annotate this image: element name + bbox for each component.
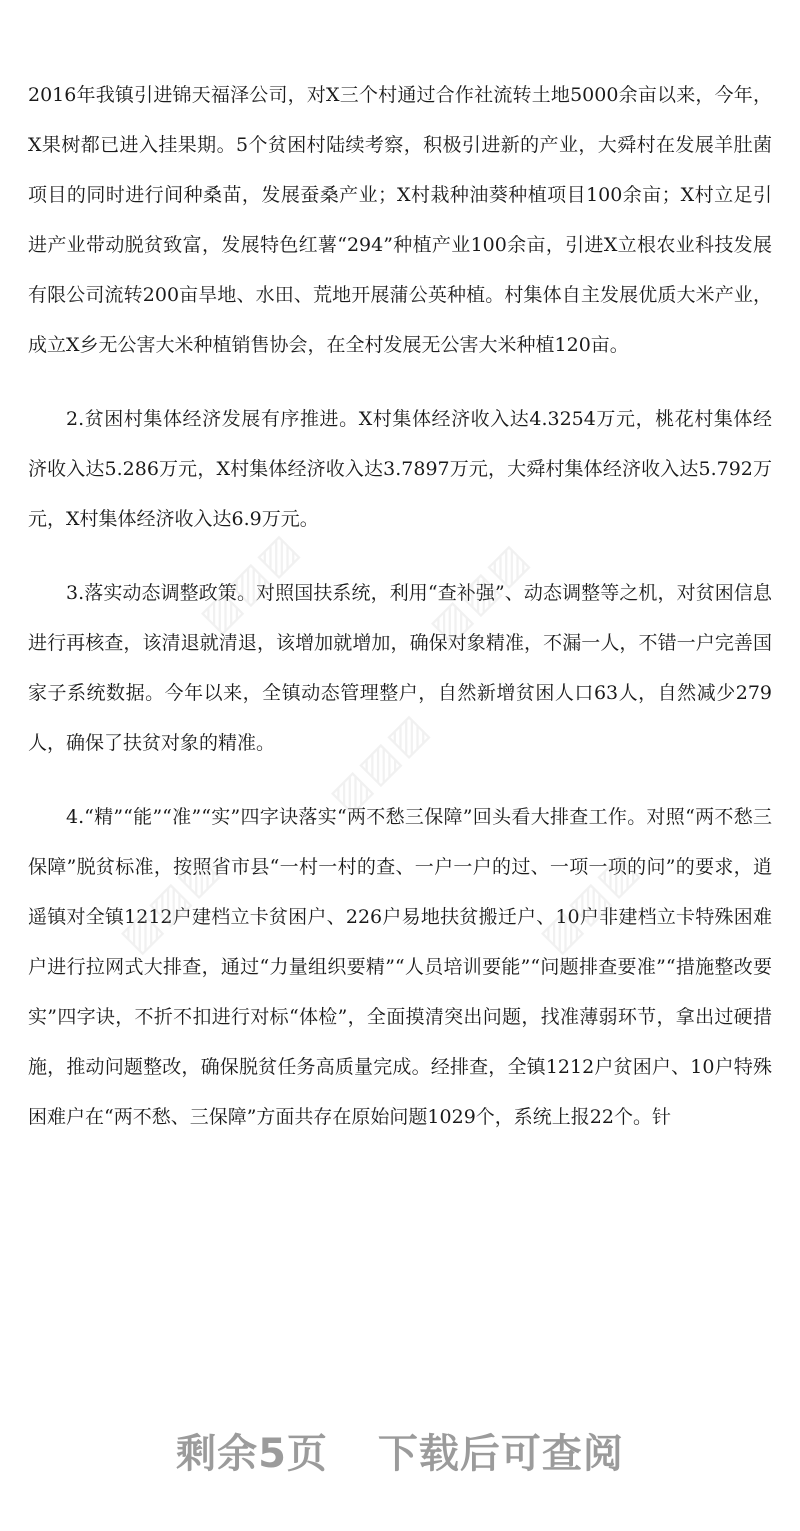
paragraph-4: 4.“精”“能”“准”“实”四字诀落实“两不愁三保障”回头看大排查工作。对照“两不愁三保障”脱贫标准，按照省市县“一村一村的查、一户一户的过、一项一项的问”的要求，逍遥镇对全镇1212户建档立卡贫困户、226户易地扶贫搬迁户、10户非建档立卡特殊困难户进行拉网式大排查，通过“力量组织要精”“人员培训要能”“问题排查要准”“措施整改要实”四字诀，不折不扣进行对标“体检”，全面摸清突出问题，找准薄弱环节，拿出过硬措施，推动问题整改，确保脱贫任务高质量完成。经排查，全镇1212户贫困户、10户特殊困难户在“两不愁、三保障”方面共存在原始问题1029个，系统上报22个。针 (28, 806, 772, 1128)
watermark-stamp: ▨▨▨ (191, 524, 309, 642)
paragraph-2: 2.贫困村集体经济发展有序推进。X村集体经济收入达4.3254万元，桃花村集体经济收入达5.286万元，X村集体经济收入达3.7897万元，大舜村集体经济收入达5.792万元，X村集体经济收入达6.9万元。 (28, 408, 772, 530)
remaining-pages-label: 剩余5页 (176, 1431, 328, 1477)
download-prompt-banner[interactable] (0, 1424, 800, 1484)
download-to-view-label: 下载后可查阅 (377, 1431, 624, 1477)
paragraph-1: 2016年我镇引进锦天福泽公司，对X三个村通过合作社流转土地5000余亩以来，今年，X果树都已进入挂果期。5个贫困村陆续考察，积极引进新的产业，大舜村在发展羊肚菌项目的同时进行间种桑苗，发展蚕桑产业；X村栽种油葵种植项目100余亩；X村立足引进产业带动脱贫致富，发展特色红薯“294”种植产业100余亩，引进X立根农业科技发展有限公司流转200亩旱地、水田、荒地开展蒲公英种植。村集体自主发展优质大米产业，成立X乡无公害大米种植销售协会，在全村发展无公害大米种植120亩。 (28, 84, 772, 356)
watermark-stamp: ▨▨▨ (531, 844, 649, 962)
watermark-stamp: ▨▨▨ (111, 844, 229, 962)
watermark-stamp: ▨▨▨ (321, 704, 439, 822)
document-body (28, 70, 772, 1142)
watermark-stamp: ▨▨▨ (421, 534, 539, 652)
paragraph-3: 3.落实动态调整政策。对照国扶系统，利用“查补强”、动态调整等之机，对贫困信息进行再核查，该清退就清退，该增加就增加，确保对象精准，不漏一人，不错一户完善国家子系统数据。今年以来，全镇动态管理整户，自然新增贫困人口63人，自然减少279人，确保了扶贫对象的精准。 (28, 582, 772, 754)
